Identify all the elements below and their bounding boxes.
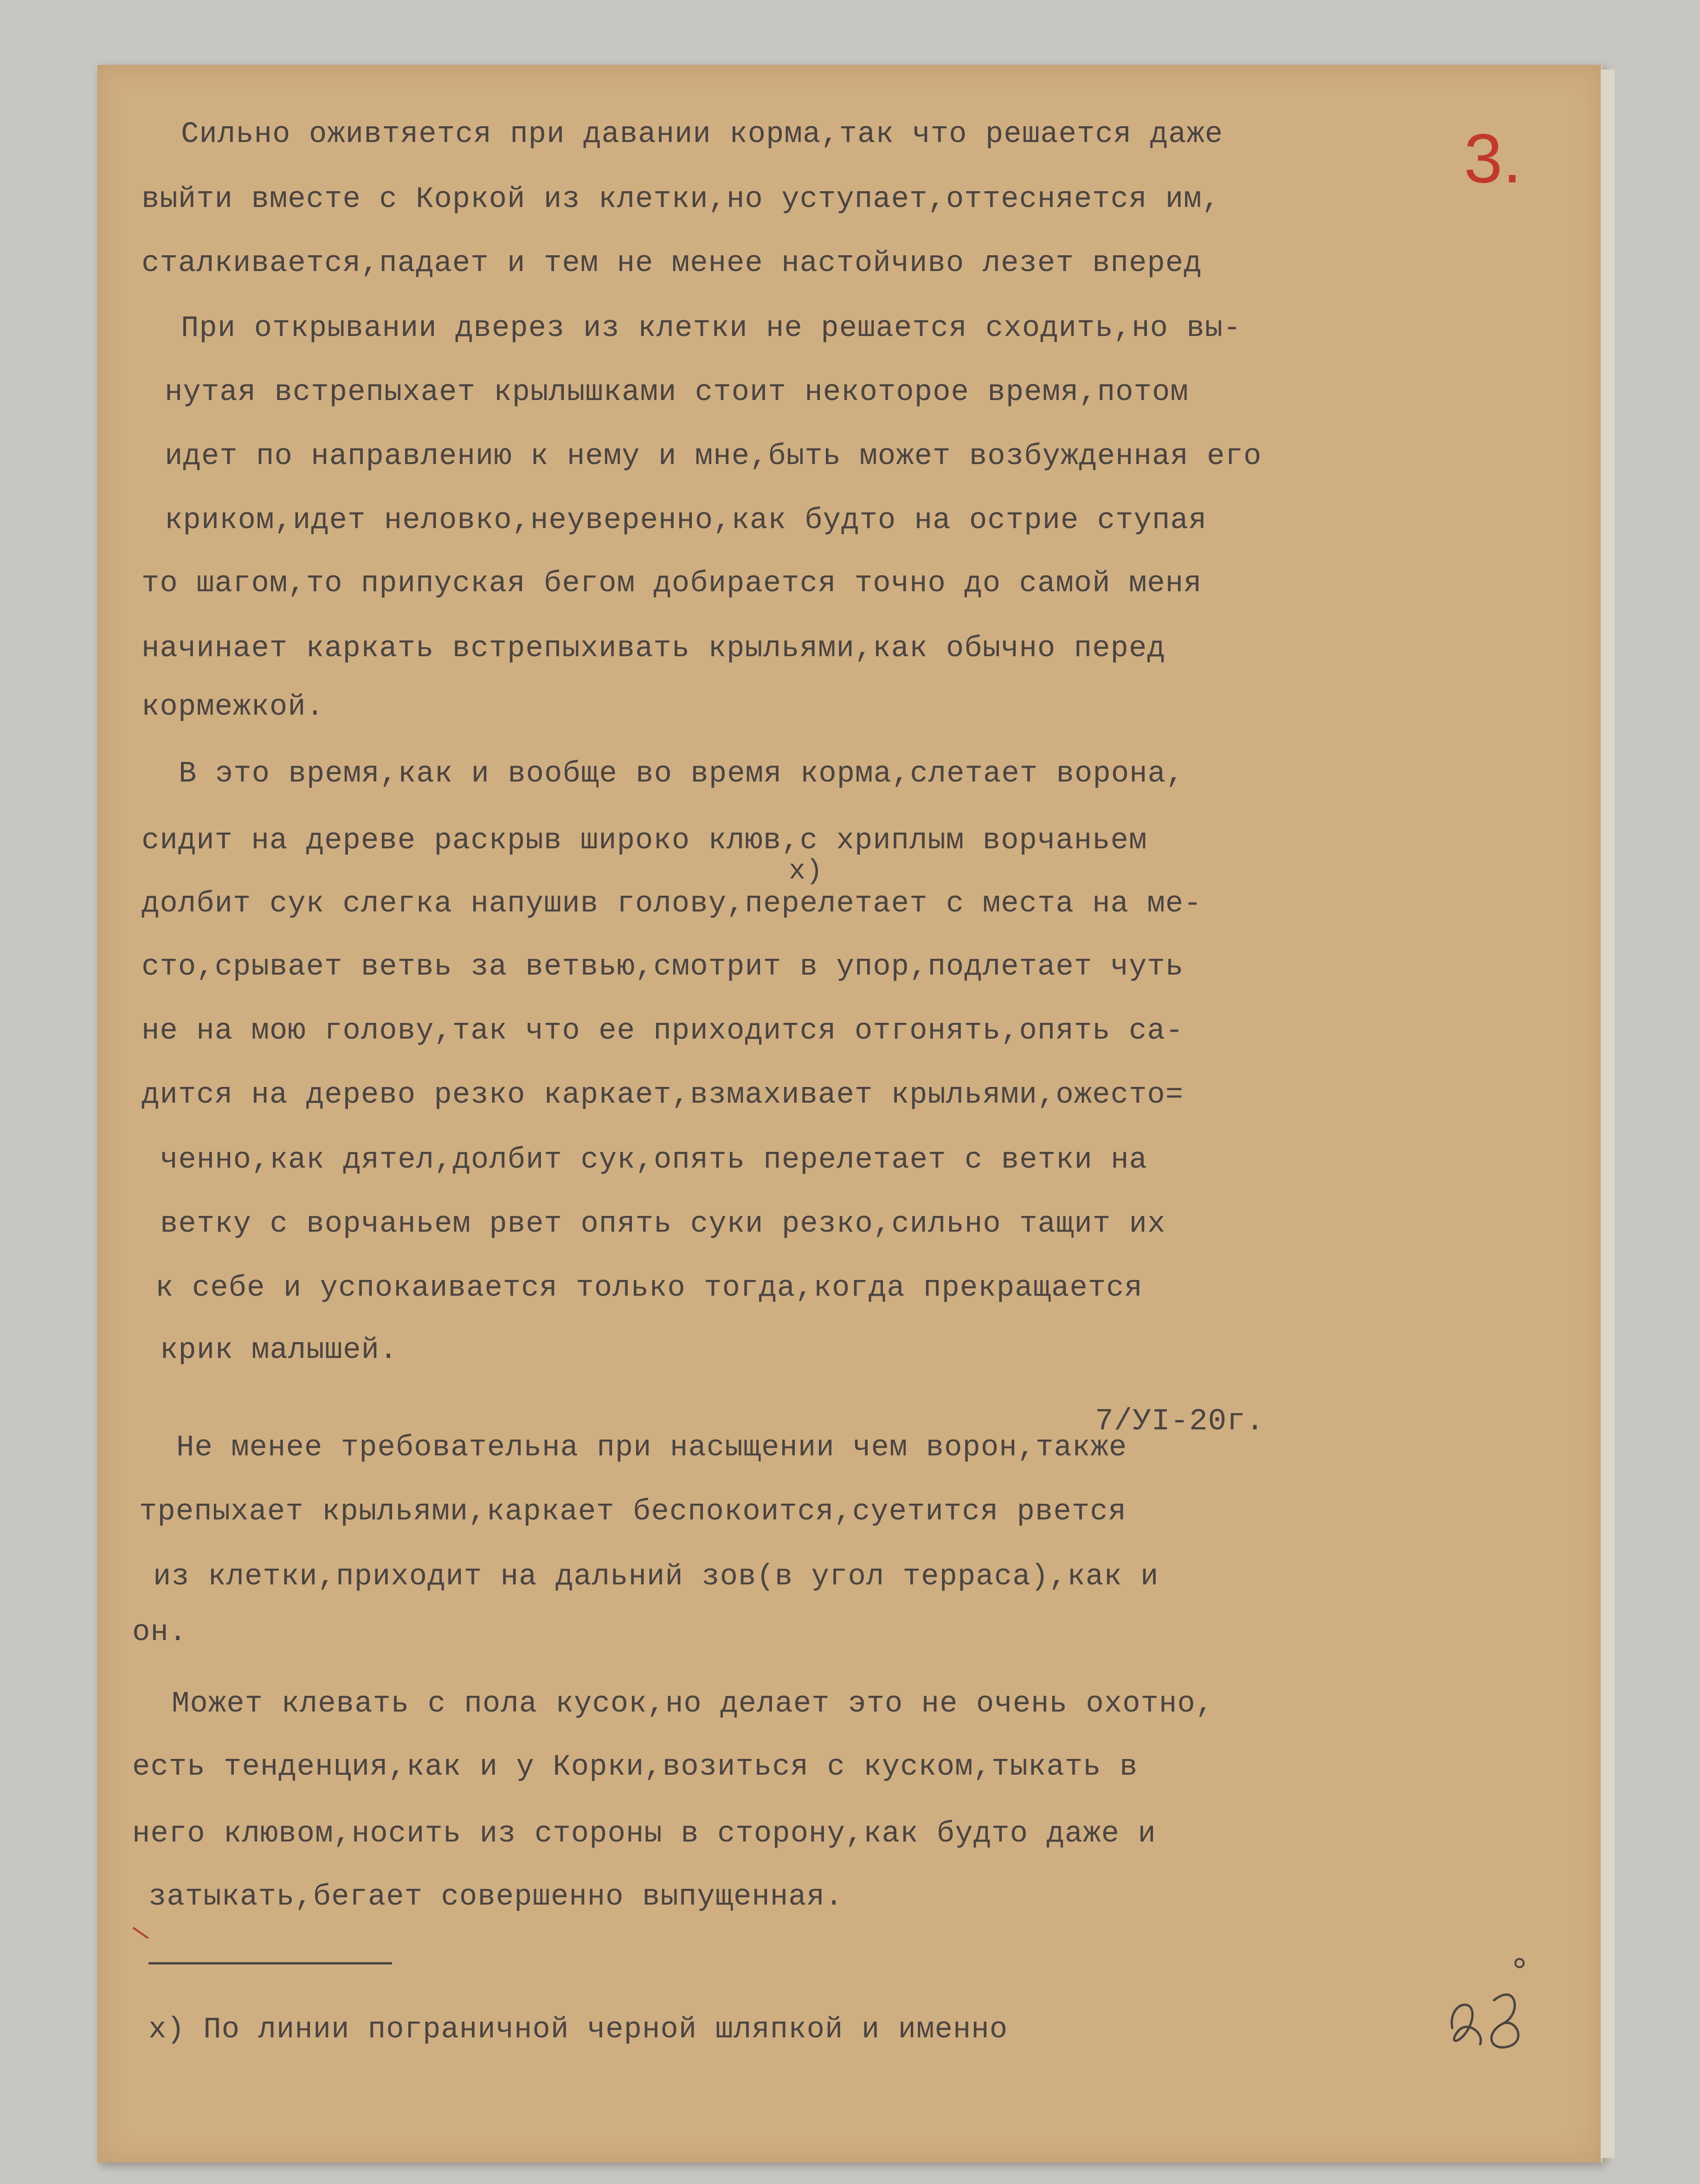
- body-line: криком,идет неловко,неуверенно,как будто на острие ступая: [165, 504, 1207, 537]
- body-line: затыкать,бегает совершенно выпущенная.: [148, 1880, 844, 1914]
- body-line: он.: [132, 1616, 187, 1649]
- body-line: не на мою голову,так что ее приходится отгонять,опять са-: [142, 1014, 1184, 1048]
- body-line: идет по направлению к нему и мне,быть может возбужденная его: [165, 440, 1262, 473]
- body-line: ченно,как дятел,долбит сук,опять перелетает с ветки на: [160, 1144, 1147, 1177]
- body-line: него клювом,носить из стороны в сторону,как будто даже и: [132, 1817, 1156, 1851]
- footnote-reference: х): [789, 856, 824, 887]
- body-line: кормежкой.: [142, 691, 325, 724]
- body-line: Не менее требовательна при насыщении чем ворон,также: [176, 1431, 1127, 1465]
- footnote-text: х) По линии пограничной черной шляпкой и именно: [148, 2013, 1008, 2047]
- entry-date: 7/УI-20г.: [1095, 1404, 1265, 1439]
- body-line: из клетки,приходит на дальний зов(в угол терраса),как и: [153, 1560, 1159, 1594]
- body-line: сталкивается,падает и тем не менее настойчиво лезет вперед: [142, 247, 1202, 280]
- body-line: трепыхает крыльями,каркает беспокоится,суетится рвется: [139, 1495, 1127, 1529]
- body-line: к себе и успокаивается только тогда,когда прекращается: [155, 1272, 1143, 1305]
- body-line: выйти вместе с Коркой из клетки,но уступает,оттесняется им,: [142, 183, 1220, 216]
- body-line: сто,срывает ветвь за ветвью,смотрит в упор,подлетает чуть: [142, 950, 1184, 984]
- body-line: При открывании дверез из клетки не решается сходить,но вы-: [181, 312, 1242, 345]
- body-line: то шагом,то припуская бегом добирается точно до самой меня: [142, 567, 1202, 601]
- body-line: нутая встрепыхает крылышками стоит некоторое время,потом: [165, 376, 1189, 409]
- footnote-divider: [148, 1962, 392, 1964]
- body-line: В это время,как и вообще во время корма,слетает ворона,: [179, 757, 1185, 791]
- body-line: сидит на дереве раскрыв широко клюв,с хриплым ворчаньем: [142, 824, 1147, 858]
- body-line: есть тенденция,как и у Корки,возиться с куском,тыкать в: [132, 1751, 1138, 1784]
- body-line: Сильно оживтяется при давании корма,так что решается даже: [181, 118, 1223, 151]
- archive-number-handwritten: [1438, 1954, 1540, 2056]
- page-number: 3.: [1464, 119, 1522, 197]
- body-line: начинает каркать встрепыхивать крыльями,как обычно перед: [142, 632, 1166, 666]
- body-line: дится на дерево резко каркает,взмахивает крыльями,ожесто=: [142, 1079, 1184, 1112]
- body-line: Может клевать с пола кусок,но делает это не очень охотно,: [172, 1687, 1214, 1721]
- body-line: долбит сук слегка напушив голову,перелетает с места на ме-: [142, 887, 1202, 921]
- body-line: крик малышей.: [160, 1334, 398, 1367]
- body-line: ветку с ворчаньем рвет опять суки резко,сильно тащит их: [160, 1208, 1166, 1241]
